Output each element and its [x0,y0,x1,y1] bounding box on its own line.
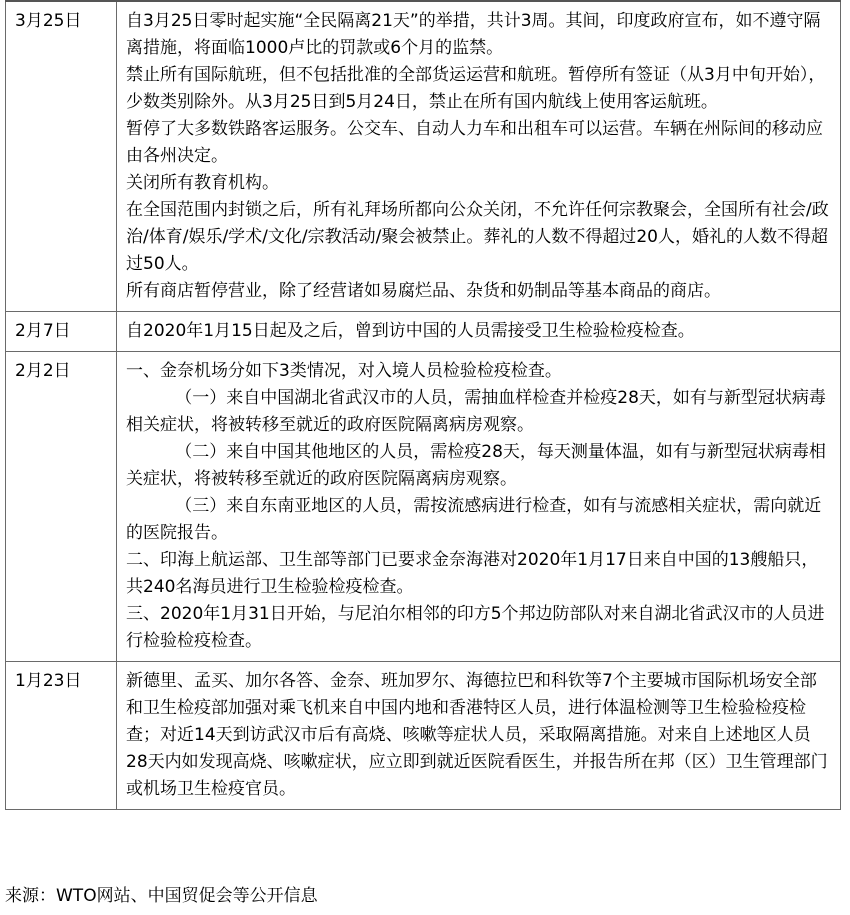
paragraph: 自3月25日零时起实施“全民隔离21天”的举措，共计3周。其间，印度政府宣布，如不遵守隔离措施，将面临1000卢比的罚款或6个月的监禁。 [126,11,821,58]
paragraph: （二）来自中国其他地区的人员，需检疫28天，每天测量体温，如有与新型冠状病毒相关症状，将被转移至就近的政府医院隔离病房观察。 [126,442,826,489]
date-cell: 2月2日 [6,352,117,662]
table-row [6,1,841,312]
paragraph: 暂停了大多数铁路客运服务。公交车、自动人力车和出租车可以运营。车辆在州际间的移动应由各州决定。 [126,119,823,166]
date-cell: 1月23日 [6,662,117,810]
measures-cell [117,312,841,352]
paragraph: （一）来自中国湖北省武汉市的人员，需抽血样检查并检疫28天，如有与新型冠状病毒相关症状，将被转移至就近的政府医院隔离病房观察。 [126,388,826,435]
measures-cell [117,352,841,662]
measures-cell [117,1,841,312]
paragraph: 关闭所有教育机构。 [126,173,279,193]
date-cell: 2月7日 [6,312,117,352]
paragraph: 所有商店暂停营业，除了经营诸如易腐烂品、杂货和奶制品等基本商品的商店。 [126,281,721,301]
paragraph: 新德里、孟买、加尔各答、金奈、班加罗尔、海德拉巴和科钦等7个主要城市国际机场安全部和卫生检疫部加强对乘飞机来自中国内地和香港特区人员，进行体温检测等卫生检验检疫检查；对近14天到访武汉市后有高烧、咳嗽等症状人员，采取隔离措施。对来自上述地区人员28天内如发现高烧、咳嗽症状，应立即到就近医院看医生，并报告所在邦（区）卫生管理部门或机场卫生检疫官员。 [126,671,828,799]
measures-cell [117,662,841,810]
date-cell: 3月25日 [6,1,117,312]
measures-table [5,0,841,810]
paragraph: 一、金奈机场分如下3类情况，对入境人员检验检疫检查。 [126,361,562,381]
paragraph: 三、2020年1月31日开始，与尼泊尔相邻的印方5个邦边防部队对来自湖北省武汉市的人员进行检验检疫检查。 [126,604,825,651]
paragraph: 禁止所有国际航班，但不包括批准的全部货运运营和航班。暂停所有签证（从3月中旬开始），少数类别除外。从3月25日到5月24日，禁止在所有国内航线上使用客运航班。 [126,65,826,112]
paragraph: （三）来自东南亚地区的人员，需按流感病进行检查，如有与流感相关症状，需向就近的医院报告。 [126,496,822,543]
table-row [6,662,841,810]
paragraph: 二、印海上航运部、卫生部等部门已要求金奈海港对2020年1月17日来自中国的13艘船只，共240名海员进行卫生检验检疫检查。 [126,550,819,597]
paragraph: 在全国范围内封锁之后，所有礼拜场所都向公众关闭，不允许任何宗教聚会，全国所有社会/政治/体育/娱乐/学术/文化/宗教活动/聚会被禁止。葬礼的人数不得超过20人，婚礼的人数不得超过50人。 [126,200,829,274]
source-note: 来源：WTO网站、中国贸促会等公开信息 [5,886,318,906]
paragraph: 自2020年1月15日起及之后，曾到访中国的人员需接受卫生检验检疫检查。 [126,321,695,341]
table-row [6,352,841,662]
table-row [6,312,841,352]
